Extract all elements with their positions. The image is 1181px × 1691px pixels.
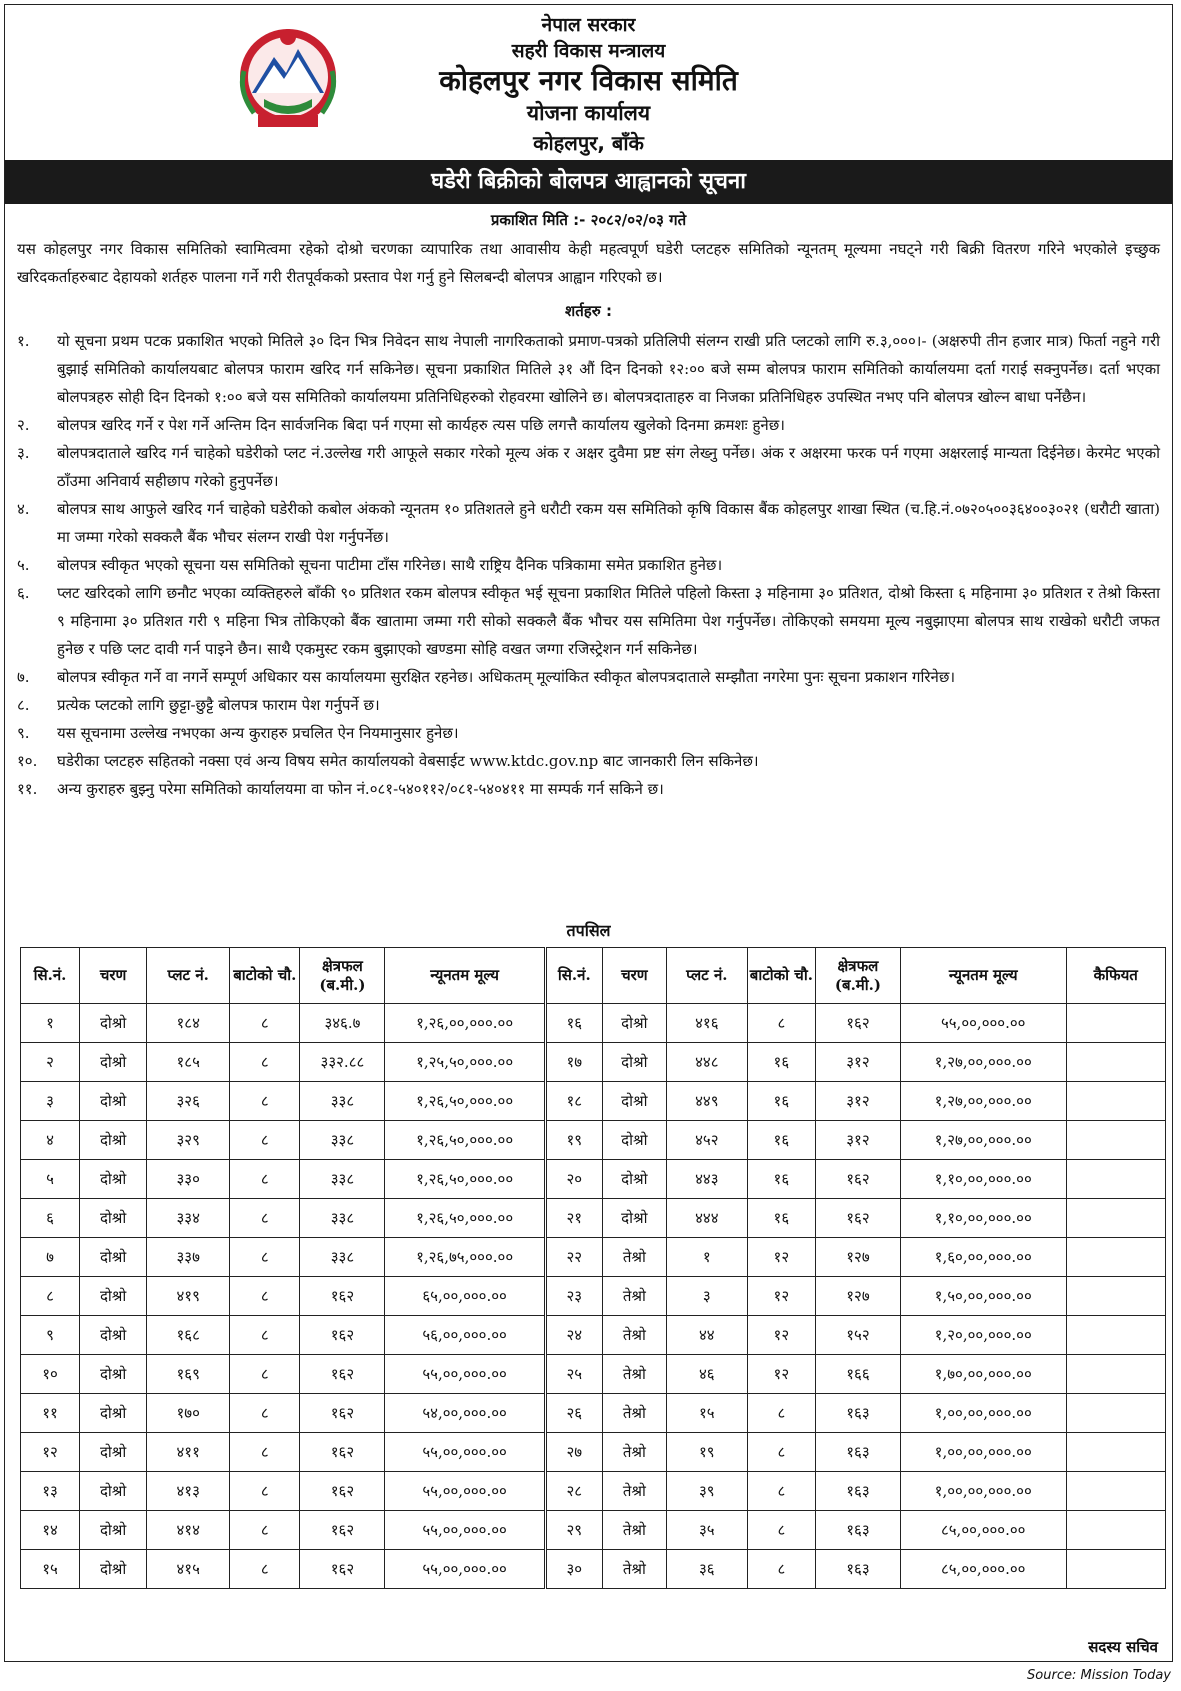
column-header: कैफियत: [1066, 948, 1165, 1004]
column-header: प्लट नं.: [666, 948, 747, 1004]
table-cell: ८: [230, 1199, 300, 1238]
table-cell: दोश्रो: [80, 1433, 147, 1472]
table-cell: ५६,००,०००.००: [385, 1316, 545, 1355]
column-header: सि.नं.: [545, 948, 602, 1004]
table-row: [21, 1394, 1166, 1433]
table-cell: दोश्रो: [80, 1550, 147, 1589]
term-item: [17, 495, 1160, 551]
term-item: [17, 691, 1160, 719]
table-cell: दोश्रो: [80, 1199, 147, 1238]
table-cell: ८: [230, 1550, 300, 1589]
notice-title: घडेरी बिक्रीको बोलपत्र आह्वानको सूचना: [5, 160, 1172, 204]
table-cell: १६३: [816, 1550, 901, 1589]
table-cell: [1066, 1277, 1165, 1316]
table-cell: १६२: [300, 1550, 385, 1589]
column-header: न्यूनतम मूल्य: [385, 948, 545, 1004]
table-cell: १,१०,००,०००.००: [900, 1160, 1066, 1199]
table-cell: १: [21, 1004, 80, 1043]
table-cell: १८: [545, 1082, 602, 1121]
term-text: प्लट खरिदको लागि छनौट भएका व्यक्तिहरुले बाँकी ९० प्रतिशत रकम बोलपत्र स्वीकृत भई सूचना प्रकाशित मितिले पहिलो किस्ता ३ महिनामा ३० प्रतिशत, दोश्रो किस्ता ६ महिनामा ३० प्रतिशत र तेश्रो किस्ता ९ महिनामा ३० प्रतिशत गरी ९ महिना भित्र तोकिएको बैंक खातामा जम्मा गरी सोको सक्कलै बैंक भौचर यस समितिमा पेश गर्नुपर्नेछ। तोकिएको समयमा मूल्य नबुझाएमा बोलपत्र साथ राखेको धरौटी जफत हुनेछ र पछि प्लट दावी गर्न पाइने छैन। साथै एकमुस्ट रकम बुझाएको खण्डमा सोहि वखत जग्गा रजिस्ट्रेशन गर्न सकिनेछ।: [57, 584, 1160, 658]
table-title: तपसिल: [566, 921, 611, 940]
table-cell: २७: [545, 1433, 602, 1472]
table-cell: ३३८: [300, 1160, 385, 1199]
table-cell: १६२: [300, 1394, 385, 1433]
table-row: [21, 1199, 1166, 1238]
table-cell: ५५,००,०००.००: [385, 1355, 545, 1394]
table-cell: दोश्रो: [80, 1472, 147, 1511]
table-cell: ८: [230, 1277, 300, 1316]
term-text: बोलपत्र स्वीकृत गर्ने वा नगर्ने सम्पूर्ण अधिकार यस कार्यालयमा सुरक्षित रहनेछ। अधिकतम् मूल्यांकित स्वीकृत बोलपत्रदाताले सम्झौता नगरेमा पुनः सूचना प्रकाशन गरिनेछ।: [57, 668, 956, 686]
table-cell: १६: [545, 1004, 602, 1043]
table-cell: ११: [21, 1394, 80, 1433]
table-cell: १९: [666, 1433, 747, 1472]
table-cell: ४५२: [666, 1121, 747, 1160]
table-cell: १६२: [300, 1277, 385, 1316]
table-cell: १२: [747, 1277, 815, 1316]
table-cell: १२: [747, 1238, 815, 1277]
table-cell: १,७०,००,०००.००: [900, 1355, 1066, 1394]
table-cell: [1066, 1238, 1165, 1277]
table-cell: तेश्रो: [602, 1433, 666, 1472]
table-cell: तेश्रो: [602, 1238, 666, 1277]
table-cell: ४१४: [147, 1511, 230, 1550]
table-cell: ८: [230, 1004, 300, 1043]
table-row: [21, 1355, 1166, 1394]
table-cell: ८: [230, 1082, 300, 1121]
column-header: चरण: [80, 948, 147, 1004]
table-cell: ८: [230, 1511, 300, 1550]
table-cell: २९: [545, 1511, 602, 1550]
table-cell: ८: [230, 1238, 300, 1277]
table-cell: १०: [21, 1355, 80, 1394]
table-cell: २५: [545, 1355, 602, 1394]
term-text: बोलपत्र खरिद गर्ने र पेश गर्ने अन्तिम दिन सार्वजनिक बिदा पर्न गएमा सो कार्यहरु त्यस पछि लगत्तै कार्यालय खुलेको दिनमा क्रमशः हुनेछ।: [57, 416, 785, 434]
column-header: न्यूनतम मूल्य: [900, 948, 1066, 1004]
table-cell: दोश्रो: [602, 1004, 666, 1043]
table-cell: ५५,००,०००.००: [385, 1433, 545, 1472]
column-header: क्षेत्रफल (ब.मी.): [816, 948, 901, 1004]
table-cell: १५: [21, 1550, 80, 1589]
table-row: [21, 1550, 1166, 1589]
table-cell: ३३०: [147, 1160, 230, 1199]
term-item: [17, 411, 1160, 439]
table-cell: [1066, 1004, 1165, 1043]
table-cell: दोश्रो: [602, 1160, 666, 1199]
table-row: [21, 1043, 1166, 1082]
table-row: [21, 1238, 1166, 1277]
table-cell: [1066, 1355, 1165, 1394]
table-cell: १६३: [816, 1433, 901, 1472]
table-cell: ३६: [666, 1550, 747, 1589]
table-cell: १६३: [816, 1394, 901, 1433]
table-cell: ५५,००,०००.००: [385, 1511, 545, 1550]
table-cell: ८: [747, 1004, 815, 1043]
table-cell: १,५०,००,०००.००: [900, 1277, 1066, 1316]
table-cell: ३३८: [300, 1121, 385, 1160]
table-cell: ६५,००,०००.००: [385, 1277, 545, 1316]
table-cell: ५५,००,०००.००: [900, 1004, 1066, 1043]
table-cell: [1066, 1121, 1165, 1160]
table-cell: ८: [230, 1394, 300, 1433]
table-cell: ७: [21, 1238, 80, 1277]
table-cell: १६२: [300, 1472, 385, 1511]
column-header: चरण: [602, 948, 666, 1004]
table-cell: २१: [545, 1199, 602, 1238]
table-cell: ३१२: [816, 1082, 901, 1121]
table-cell: १६२: [300, 1316, 385, 1355]
table-cell: ३३८: [300, 1082, 385, 1121]
table-cell: १,२६,००,०००.००: [385, 1004, 545, 1043]
organization-name: कोहलपुर नगर विकास समिति: [439, 64, 738, 97]
table-cell: २०: [545, 1160, 602, 1199]
table-cell: ३०: [545, 1550, 602, 1589]
table-cell: १: [666, 1238, 747, 1277]
table-cell: १६: [747, 1043, 815, 1082]
table-cell: १६२: [816, 1004, 901, 1043]
table-cell: ८: [230, 1121, 300, 1160]
table-cell: १६६: [816, 1355, 901, 1394]
term-text: बोलपत्र स्वीकृत भएको सूचना यस समितिको सूचना पाटीमा टाँस गरिनेछ। साथै राष्ट्रिय दैनिक पत्रिकामा समेत प्रकाशित हुनेछ।: [57, 556, 723, 574]
term-item: [17, 775, 1160, 803]
term-number: ८.: [17, 696, 30, 714]
table-cell: १६२: [300, 1511, 385, 1550]
term-text: बोलपत्रदाताले खरिद गर्न चाहेको घडेरीको प्लट नं.उल्लेख गरी आफूले सकार गरेको मूल्य अंक र अक्षर दुवैमा प्रष्ट संग लेख्नु पर्नेछ। अंक र अक्षरमा फरक पर्न गएमा अक्षरलाई मान्यता दिईनेछ। केरमेट भएको ठाँउमा अनिवार्य सहीछाप गरेको हुनुपर्नेछ।: [57, 444, 1160, 490]
table-cell: ५५,००,०००.००: [385, 1472, 545, 1511]
table-cell: ८: [747, 1433, 815, 1472]
table-header-row: [21, 948, 1166, 1004]
table-cell: दोश्रो: [602, 1199, 666, 1238]
table-cell: ४११: [147, 1433, 230, 1472]
table-cell: १६३: [816, 1472, 901, 1511]
table-cell: ८: [230, 1433, 300, 1472]
table-cell: १,००,००,०००.००: [900, 1394, 1066, 1433]
column-header: सि.नं.: [21, 948, 80, 1004]
intro-paragraph: यस कोहलपुर नगर विकास समितिको स्वामित्वमा रहेको दोश्रो चरणका व्यापारिक तथा आवासीय केही महत्वपूर्ण घडेरी प्लटहरु समितिको न्यूनतम् मूल्यमा नघट्ने गरी बिक्री वितरण गरिने भएकोले इच्छुक खरिदकर्ताहरुबाट देहायको शर्तहरु पालना गर्ने गरी रीतपूर्वकको प्रस्ताव पेश गर्नु हुने सिलबन्दी बोलपत्र आह्वान गरिएको छ।: [17, 240, 1160, 286]
term-item: [17, 663, 1160, 691]
table-cell: ९: [21, 1316, 80, 1355]
table-cell: १२: [747, 1355, 815, 1394]
column-header: क्षेत्रफल (ब.मी.): [300, 948, 385, 1004]
term-number: ६.: [17, 584, 30, 602]
table-cell: १,००,००,०००.००: [900, 1472, 1066, 1511]
table-cell: १६: [747, 1199, 815, 1238]
ministry-name: सहरी विकास मन्त्रालय: [511, 40, 666, 62]
table-cell: दोश्रो: [80, 1160, 147, 1199]
table-cell: १,२६,५०,०००.००: [385, 1199, 545, 1238]
table-cell: १५: [666, 1394, 747, 1433]
table-cell: दोश्रो: [80, 1394, 147, 1433]
table-cell: ५: [21, 1160, 80, 1199]
table-cell: १,२६,७५,०००.००: [385, 1238, 545, 1277]
table-cell: ४४: [666, 1316, 747, 1355]
table-cell: [1066, 1082, 1165, 1121]
table-cell: ६: [21, 1199, 80, 1238]
table-cell: १८४: [147, 1004, 230, 1043]
table-cell: ४१९: [147, 1277, 230, 1316]
table-cell: ४४९: [666, 1082, 747, 1121]
table-cell: २२: [545, 1238, 602, 1277]
table-cell: १,२६,५०,०००.००: [385, 1121, 545, 1160]
term-number: २.: [17, 416, 30, 434]
table-cell: १६२: [300, 1355, 385, 1394]
table-cell: [1066, 1316, 1165, 1355]
table-cell: १,२६,५०,०००.००: [385, 1082, 545, 1121]
table-cell: [1066, 1043, 1165, 1082]
table-cell: ८: [747, 1394, 815, 1433]
table-cell: १८५: [147, 1043, 230, 1082]
table-cell: [1066, 1550, 1165, 1589]
table-cell: तेश्रो: [602, 1355, 666, 1394]
table-cell: ८: [230, 1160, 300, 1199]
term-text: बोलपत्र साथ आफुले खरिद गर्न चाहेको घडेरीको कबोल अंकको न्यूनतम १० प्रतिशतले हुने धरौटी रकम यस समितिको कृषि विकास बैंक कोहलपुर शाखा स्थित (च.हि.नं.०७२०५००३६४००३०२१ (धरौटी खाता) मा जम्मा गरेको सक्कलै बैंक भौचर संलग्न राखी पेश गर्नुपर्नेछ।: [57, 500, 1160, 546]
table-cell: ३२९: [147, 1121, 230, 1160]
table-cell: १६३: [816, 1511, 901, 1550]
table-cell: १,२७,००,०००.००: [900, 1043, 1066, 1082]
term-text: यस सूचनामा उल्लेख नभएका अन्य कुराहरु प्रचलित ऐन नियमानुसार हुनेछ।: [57, 724, 459, 742]
table-cell: ४१५: [147, 1550, 230, 1589]
table-cell: दोश्रो: [80, 1043, 147, 1082]
table-cell: १,१०,००,०००.००: [900, 1199, 1066, 1238]
table-cell: १२७: [816, 1238, 901, 1277]
table-cell: दोश्रो: [80, 1355, 147, 1394]
table-cell: ३३८: [300, 1238, 385, 1277]
table-cell: दोश्रो: [80, 1238, 147, 1277]
term-number: ९.: [17, 724, 30, 742]
table-cell: [1066, 1394, 1165, 1433]
table-row: [21, 1433, 1166, 1472]
table-cell: ५४,००,०००.००: [385, 1394, 545, 1433]
table-cell: १,२५,५०,०००.००: [385, 1043, 545, 1082]
table-cell: १७०: [147, 1394, 230, 1433]
table-cell: १,२७,००,०००.००: [900, 1121, 1066, 1160]
table-cell: ८: [230, 1472, 300, 1511]
table-cell: तेश्रो: [602, 1550, 666, 1589]
table-cell: तेश्रो: [602, 1472, 666, 1511]
table-cell: २: [21, 1043, 80, 1082]
table-cell: १,२०,००,०००.००: [900, 1316, 1066, 1355]
table-cell: ४६: [666, 1355, 747, 1394]
table-row: [21, 1121, 1166, 1160]
table-cell: १५२: [816, 1316, 901, 1355]
table-cell: ५५,००,०००.००: [385, 1550, 545, 1589]
column-header: प्लट नं.: [147, 948, 230, 1004]
table-cell: ३१२: [816, 1121, 901, 1160]
table-cell: १२७: [816, 1277, 901, 1316]
government-name: नेपाल सरकार: [541, 14, 636, 36]
table-cell: ४४३: [666, 1160, 747, 1199]
term-number: १०.: [17, 752, 38, 770]
table-cell: ३२६: [147, 1082, 230, 1121]
table-cell: तेश्रो: [602, 1511, 666, 1550]
table-cell: [1066, 1160, 1165, 1199]
term-number: १.: [17, 332, 30, 350]
table-cell: ८: [230, 1043, 300, 1082]
term-number: ७.: [17, 668, 30, 686]
office-name: योजना कार्यालय: [526, 101, 651, 125]
table-cell: ४१३: [147, 1472, 230, 1511]
term-item: [17, 551, 1160, 579]
table-cell: ४४८: [666, 1043, 747, 1082]
notice: [4, 4, 1173, 1662]
table-cell: २६: [545, 1394, 602, 1433]
table-cell: तेश्रो: [602, 1394, 666, 1433]
table-cell: ३५: [666, 1511, 747, 1550]
table-row: [21, 1160, 1166, 1199]
signature-title: सदस्य सचिव: [1088, 1638, 1158, 1656]
terms-list: [17, 327, 1160, 803]
table-cell: ८: [747, 1550, 815, 1589]
term-number: ३.: [17, 444, 30, 462]
table-cell: [1066, 1472, 1165, 1511]
table-cell: ३३२.८८: [300, 1043, 385, 1082]
table-row: [21, 1316, 1166, 1355]
table-cell: १६२: [300, 1433, 385, 1472]
table-cell: ८: [747, 1511, 815, 1550]
source-credit: Source: Mission Today: [1027, 1668, 1171, 1683]
table-cell: ३३७: [147, 1238, 230, 1277]
table-cell: [1066, 1511, 1165, 1550]
table-cell: ८: [230, 1355, 300, 1394]
table-cell: ८: [230, 1316, 300, 1355]
table-cell: १४: [21, 1511, 80, 1550]
table-cell: ८५,००,०००.००: [900, 1550, 1066, 1589]
term-item: [17, 327, 1160, 411]
table-row: [21, 1472, 1166, 1511]
column-header: बाटोको चौ.: [747, 948, 815, 1004]
table-cell: १६८: [147, 1316, 230, 1355]
table-cell: दोश्रो: [602, 1121, 666, 1160]
table-cell: २४: [545, 1316, 602, 1355]
table-cell: दोश्रो: [80, 1121, 147, 1160]
table-cell: ४१६: [666, 1004, 747, 1043]
term-number: ११.: [17, 780, 38, 798]
table-cell: १६: [747, 1160, 815, 1199]
table-cell: ३३४: [147, 1199, 230, 1238]
term-item: [17, 747, 1160, 775]
plot-details-table: [20, 947, 1166, 1589]
table-cell: तेश्रो: [602, 1277, 666, 1316]
term-text: प्रत्येक प्लटको लागि छुट्टा-छुट्टै बोलपत्र फाराम पेश गर्नुपर्ने छ।: [57, 696, 380, 714]
table-cell: ८५,००,०००.००: [900, 1511, 1066, 1550]
table-cell: दोश्रो: [80, 1511, 147, 1550]
table-cell: [1066, 1199, 1165, 1238]
table-cell: दोश्रो: [80, 1277, 147, 1316]
published-date: प्रकाशित मिति :- २०८२/०२/०३ गते: [490, 211, 687, 229]
table-cell: १६२: [816, 1160, 901, 1199]
table-cell: १६९: [147, 1355, 230, 1394]
table-cell: १२: [747, 1316, 815, 1355]
table-cell: दोश्रो: [80, 1082, 147, 1121]
table-cell: दोश्रो: [602, 1043, 666, 1082]
table-cell: ३४६.७: [300, 1004, 385, 1043]
table-cell: दोश्रो: [602, 1082, 666, 1121]
table-cell: ३: [666, 1277, 747, 1316]
term-text: यो सूचना प्रथम पटक प्रकाशित भएको मितिले ३० दिन भित्र निवेदन साथ नेपाली नागरिकताको प्रमाण-पत्रको प्रतिलिपी संलग्न राखी प्रति प्लटको लागि रु.३,०००।- (अक्षरुपी तीन हजार मात्र) फिर्ता नहुने गरी बुझाई समितिको कार्यालयबाट बोलपत्र फाराम खरिद गर्न सकिनेछ। सूचना प्रकाशित मितिले ३१ औं दिन दिनको १२:०० बजे सम्म बोलपत्र फाराम समितिको कार्यालयमा दर्ता गराई सक्नुपर्नेछ। दर्ता भएका बोलपत्रहरु सोही दिन दिनको १:०० बजे यस समितिको कार्यालयमा प्रतिनिधिहरुको रोहवरमा खोलिने छ। बोलपत्रदाताहरु वा निजका प्रतिनिधिहरु उपस्थित नभए पनि बोलपत्र खोल्न बाधा पर्नेछैन।: [57, 332, 1160, 406]
term-item: [17, 439, 1160, 495]
term-text: घडेरीका प्लटहरु सहितको नक्सा एवं अन्य विषय समेत कार्यालयको वेबसाईट www.ktdc.gov.np बाट जानकारी लिन सकिनेछ।: [57, 752, 759, 770]
table-row: [21, 1004, 1166, 1043]
table-row: [21, 1082, 1166, 1121]
table-cell: १३: [21, 1472, 80, 1511]
table-cell: १७: [545, 1043, 602, 1082]
table-cell: [1066, 1433, 1165, 1472]
term-number: ४.: [17, 500, 30, 518]
office-location: कोहलपुर, बाँके: [533, 131, 644, 155]
term-item: [17, 719, 1160, 747]
table-cell: ३: [21, 1082, 80, 1121]
table-cell: १६२: [816, 1199, 901, 1238]
column-header: बाटोको चौ.: [230, 948, 300, 1004]
table-cell: २३: [545, 1277, 602, 1316]
table-cell: १९: [545, 1121, 602, 1160]
table-cell: १,२६,५०,०००.००: [385, 1160, 545, 1199]
table-cell: १६: [747, 1082, 815, 1121]
table-cell: २८: [545, 1472, 602, 1511]
header: [5, 5, 1172, 157]
table-cell: ४४४: [666, 1199, 747, 1238]
table-cell: १,६०,००,०००.००: [900, 1238, 1066, 1277]
terms-heading: शर्तहरु :: [565, 302, 612, 320]
term-number: ५.: [17, 556, 30, 574]
table-cell: ८: [747, 1472, 815, 1511]
table-cell: १६: [747, 1121, 815, 1160]
table-cell: १,२७,००,०००.००: [900, 1082, 1066, 1121]
table-cell: १२: [21, 1433, 80, 1472]
table-row: [21, 1277, 1166, 1316]
table-cell: तेश्रो: [602, 1316, 666, 1355]
term-item: [17, 579, 1160, 663]
table-cell: १,००,००,०००.००: [900, 1433, 1066, 1472]
table-cell: ३१२: [816, 1043, 901, 1082]
term-text: अन्य कुराहरु बुझ्नु परेमा समितिको कार्यालयमा वा फोन नं.०८१-५४०११२/०८१-५४०४११ मा सम्पर्क गर्न सकिने छ।: [57, 780, 664, 798]
table-cell: ८: [21, 1277, 80, 1316]
table-cell: ३३८: [300, 1199, 385, 1238]
table-cell: दोश्रो: [80, 1004, 147, 1043]
table-cell: ४: [21, 1121, 80, 1160]
table-row: [21, 1511, 1166, 1550]
table-cell: ३९: [666, 1472, 747, 1511]
table-cell: दोश्रो: [80, 1316, 147, 1355]
